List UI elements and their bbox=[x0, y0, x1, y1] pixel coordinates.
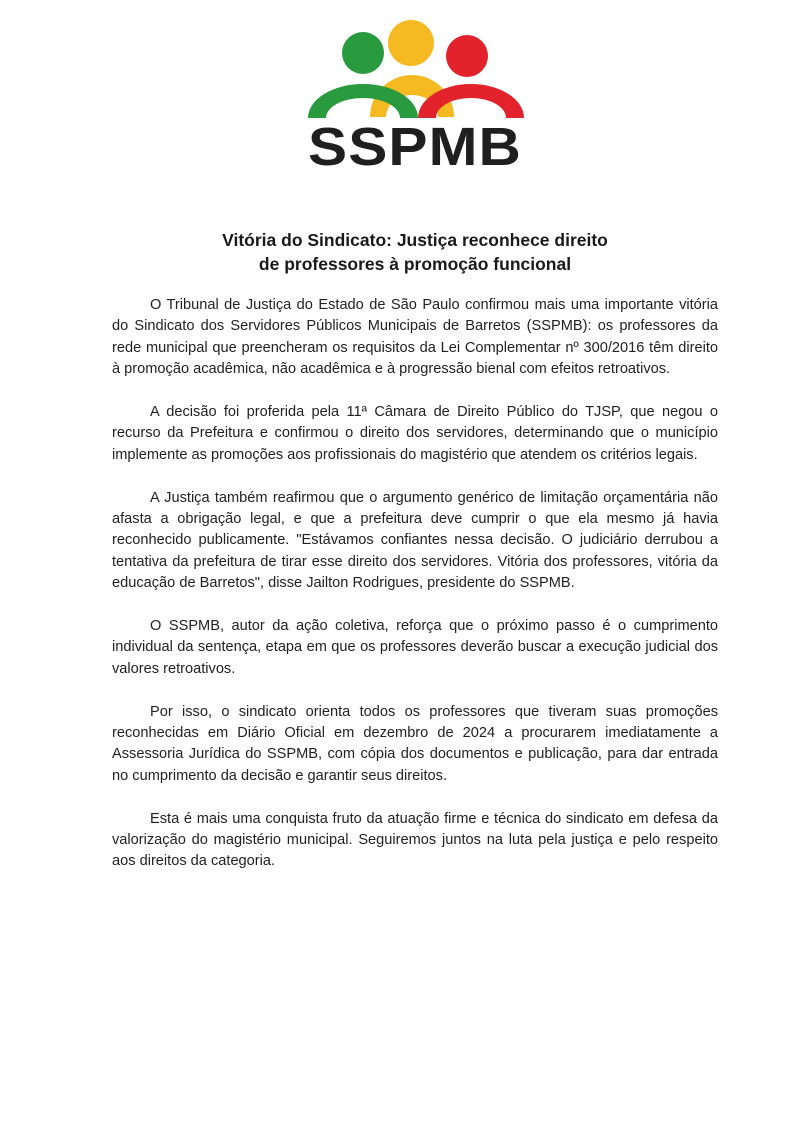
sspmb-logo bbox=[300, 15, 530, 175]
logo-text: SSPMB bbox=[308, 117, 522, 175]
paragraph: O Tribunal de Justiça do Estado de São Paulo confirmou mais uma importante vitória do Sindicato dos Servidores Públicos Municipais de Barretos (SSPMB): os professores da rede municipal que preencheram os requisitos da Lei Complementar nº 300/2016 têm direito à promoção acadêmica, não acadêmica e à progressão bienal com efeitos retroativos. bbox=[112, 297, 718, 378]
paragraph: A decisão foi proferida pela 11ª Câmara de Direito Público do TJSP, que negou o recurso da Prefeitura e confirmou o direito dos servidores, determinando que o município implemente as promoções aos profissionais do magistério que atendem os critérios legais. bbox=[112, 404, 718, 463]
paragraph: A Justiça também reafirmou que o argumento genérico de limitação orçamentária não afasta a obrigação legal, e que a prefeitura deve cumprir o que ela mesmo já havia reconhecido publicamente. "Estávamos confiantes nessa decisão. O judiciário derrubou a tentativa da prefeitura de tirar esse direito dos servidores. Vitória dos professores, vitória da educação de Barretos", disse Jailton Rodrigues, presidente do SSPMB. bbox=[112, 489, 718, 592]
title-line-2: de professores à promoção funcional bbox=[258, 254, 572, 274]
paragraph: Esta é mais uma conquista fruto da atuação firme e técnica do sindicato em defesa da valorização do magistério municipal. Seguiremos juntos na luta pela justiça e pelo respeito aos direitos da categoria. bbox=[112, 810, 718, 870]
title-line-1: Vitória do Sindicato: Justiça reconhece direito bbox=[222, 230, 608, 250]
article-title bbox=[150, 228, 680, 276]
article-body bbox=[112, 295, 718, 894]
paragraph: Por isso, o sindicato orienta todos os professores que tiveram suas promoções reconhecidas em Diário Oficial em dezembro de 2024 a procurarem imediatamente a Assessoria Jurídica do SSPMB, com cópia dos documentos e publicação, para dar entrada no cumprimento da decisão e garantir seus direitos. bbox=[112, 703, 718, 784]
people-logo-icon bbox=[300, 15, 530, 175]
paragraph: O SSPMB, autor da ação coletiva, reforça que o próximo passo é o cumprimento individual da sentença, etapa em que os professores deverão buscar a execução judicial dos valores retroativos. bbox=[112, 618, 718, 677]
